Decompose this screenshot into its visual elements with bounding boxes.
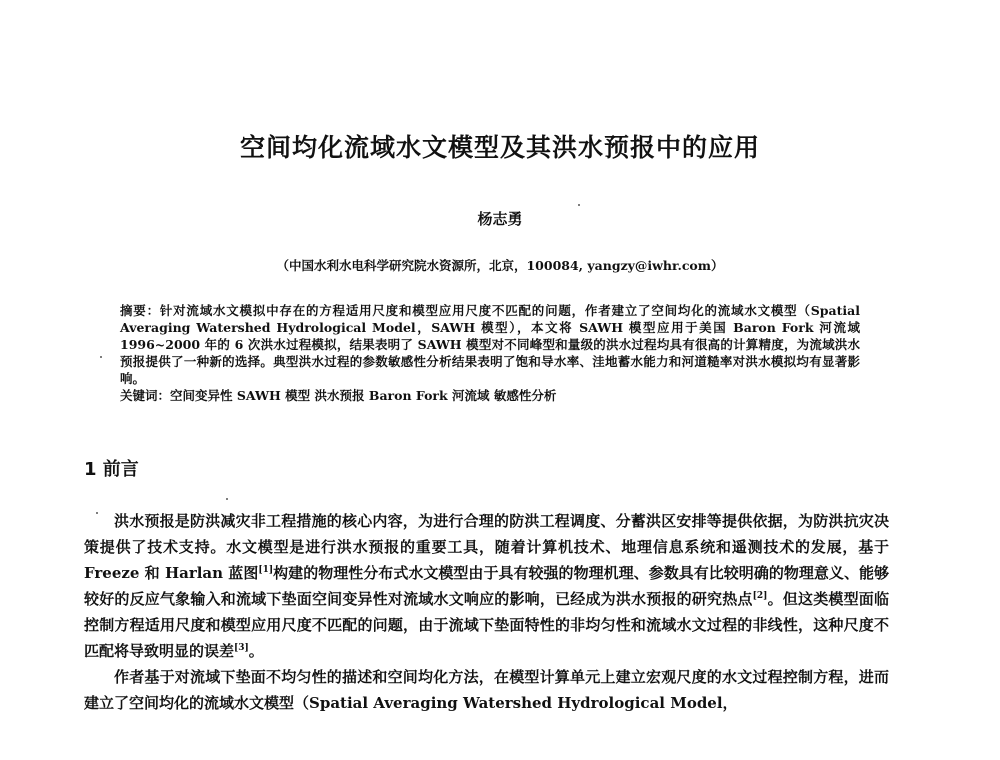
citation-ref: [3] [234,643,249,653]
abstract-block [120,302,860,404]
author-name: 杨志勇 [477,210,523,228]
section-heading: 1 前言 [84,459,139,480]
citation-ref: [2] [752,591,768,601]
scan-speck [578,204,580,206]
author-affiliation: （中国水利水电科学研究院水资源所，北京，100084, yangzy@iwhr.com） [276,258,724,273]
abstract-label: 摘要： [120,303,160,318]
scan-speck [100,356,102,358]
section-body [84,508,889,716]
scan-speck [96,512,98,514]
body-text-run: 构建的物理性分布式水文模型由于具有较强的物理机理、参数具有比较明确的物理意义、能够较好的反应气象输入和流域下垫面空间变异性对流域水文响应的影响，已经成为洪水预报的研究热点 [84,564,889,608]
keywords-label: 关键词： [120,388,171,403]
body-text-run: 。但这类模型面临控制方程适用尺度和模型应用尺度不匹配的问题，由于流域下垫面特性的非均匀性和流域水文过程的非线性，这种尺度不匹配将导致明显的误差 [84,590,889,660]
abstract-text: 针对流域水文模拟中存在的方程适用尺度和模型应用尺度不匹配的问题，作者建立了空间均化的流域水文模型（Spatial Averaging Watershed Hydrological Model，SAWH 模型），本文将 SAWH 模型应用于美国 Baron Fork 河流域 1996~2000 年的 6 次洪水过程模拟，结果表明了 SAWH 模型对不同峰型和量级的洪水过程均具有很高的计算精度，为流域洪水预报提供了一种新的选择。典型洪水过程的参数敏感性分析结果表明了饱和导水率、洼地蓄水能力和河道糙率对洪水模拟均有显著影响。 [120,303,860,386]
body-paragraph-1 [84,508,889,664]
keywords-paragraph [120,387,860,404]
paper-title: 空间均化流域水文模型及其洪水预报中的应用 [239,133,760,162]
body-text-run: 。 [248,642,264,660]
body-text-run: 洪水预报是防洪减灾非工程措施的核心内容，为进行合理的防洪工程调度、分蓄洪区安排等提供依据，为防洪抗灾决策提供了技术支持。水文模型是进行洪水预报的重要工具，随着计算机技术、地理信息系统和遥测技术的发展，基于 Freeze 和 Harlan 蓝图 [84,512,889,582]
keywords-text: 空间变异性 SAWH 模型 洪水预报 Baron Fork 河流域 敏感性分析 [170,388,557,403]
abstract-paragraph [120,302,860,387]
body-paragraph-2: 作者基于对流域下垫面不均匀性的描述和空间均化方法，在模型计算单元上建立宏观尺度的水文过程控制方程，进而建立了空间均化的流域水文模型（Spatial Averaging Watershed Hydrological Model， [84,668,889,712]
scan-speck [226,498,228,500]
citation-ref: [1] [258,565,274,575]
